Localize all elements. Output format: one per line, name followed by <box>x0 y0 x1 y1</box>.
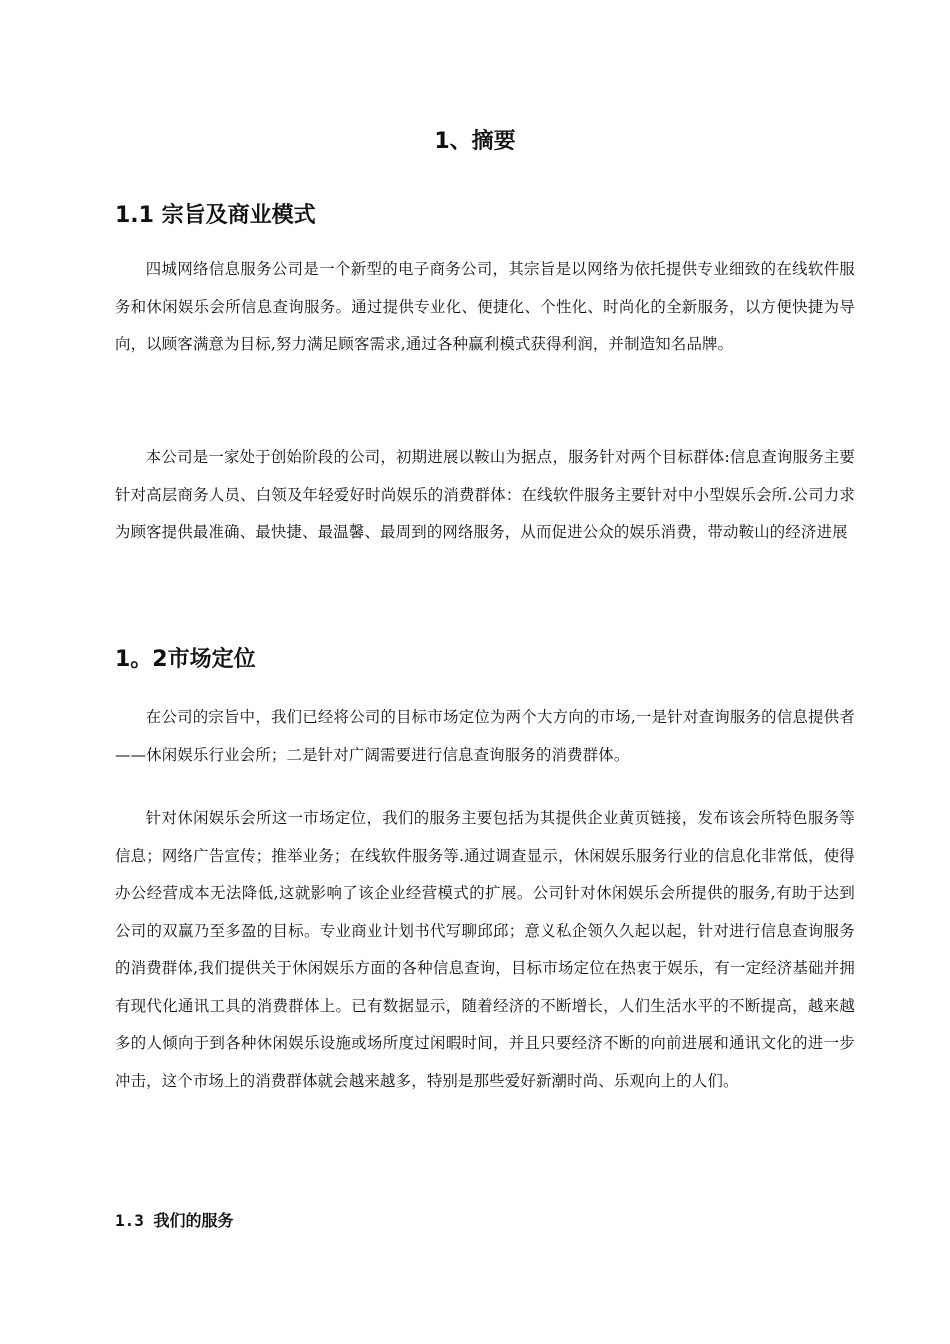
section-heading-1-3: 1.3 我们的服务 <box>115 1211 234 1230</box>
document-title: 1、摘要 <box>434 129 516 154</box>
section-heading-1-1: 1.1 宗旨及商业模式 <box>115 203 316 228</box>
paragraph-market-targets: 在公司的宗旨中，我们已经将公司的目标市场定位为两个大方向的市场,一是针对查询服务的信息提供者——休闲娱乐行业会所；二是针对广阔需要进行信息查询服务的消费群体。 <box>115 708 855 764</box>
paragraph-mission: 四城网络信息服务公司是一个新型的电子商务公司，其宗旨是以网络为依托提供专业细致的在线软件服务和休闲娱乐会所信息查询服务。通过提供专业化、便捷化、个性化、时尚化的全新服务，以方便快捷为导向，以顾客满意为目标,努力满足顾客需求,通过各种赢利模式获得利润，并制造知名品牌。 <box>115 260 855 353</box>
paragraph-company-intro: 本公司是一家处于创始阶段的公司，初期进展以鞍山为据点，服务针对两个目标群体:信息查询服务主要针对高层商务人员、白领及年轻爱好时尚娱乐的消费群体：在线软件服务主要针对中小型娱乐会所.公司力求为顾客提供最准确、最快捷、最温馨、最周到的网络服务，从而促进公众的娱乐消费，带动鞍山的经济进展 <box>115 448 855 541</box>
section-heading-1-2: 1。2市场定位 <box>115 647 256 672</box>
paragraph-market-detail: 针对休闲娱乐会所这一市场定位，我们的服务主要包括为其提供企业黄页链接，发布该会所特色服务等信息；网络广告宣传；推举业务；在线软件服务等.通过调查显示，休闲娱乐服务行业的信息化非常低，使得办公经营成本无法降低,这就影响了该企业经营模式的扩展。公司针对休闲娱乐会所提供的服务,有助于达到公司的双赢乃至多盈的目标。专业商业计划书代写聊邱邱；意义私企领久久起以起，针对进行信息查询服务的消费群体,我们提供关于休闲娱乐方面的各种信息查询，目标市场定位在热衷于娱乐，有一定经济基础并拥有现代化通讯工具的消费群体上。已有数据显示，随着经济的不断增长，人们生活水平的不断提高，越来越多的人倾向于到各种休闲娱乐设施或场所度过闲暇时间，并且只要经济不断的向前进展和通讯文化的进一步冲击，这个市场上的消费群体就会越来越多，特别是那些爱好新潮时尚、乐观向上的人们。 <box>115 809 855 1090</box>
